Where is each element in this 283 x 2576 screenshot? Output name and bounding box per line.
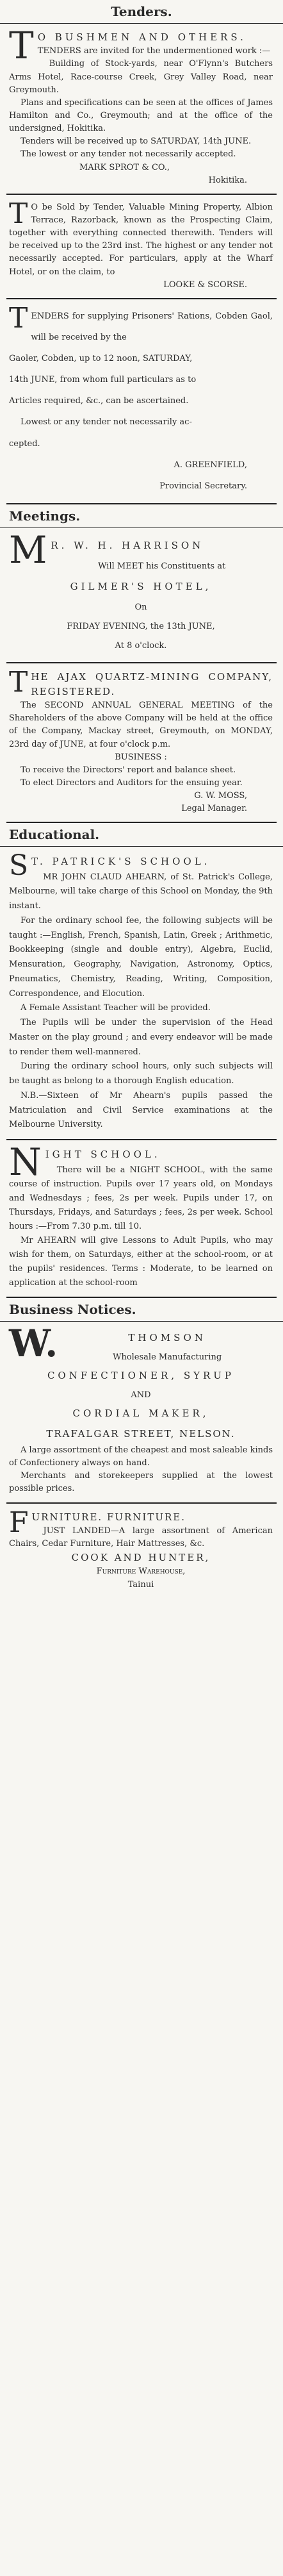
drop-cap: S (9, 849, 29, 883)
drop-cap: T (9, 301, 28, 335)
ad-signer: LOOKE & SCORSE. (163, 279, 247, 290)
ad-line: Tainui (127, 1579, 154, 1590)
ad-headline: THOMSON (128, 1332, 206, 1344)
ad-plans: Plans and specifications can be seen at the offices of James Hamilton and Co., Greymouth; and at the office of the undersigned, Hokitika. (9, 97, 273, 134)
ad-paragraph: There will be a NIGHT SCHOOL, with the same course of instruction. Pupils over 17 years old, on Mondays and Wednesdays ; fees, 2s per week. Pupils under 17, on Thursdays, Fridays, and Saturdays ; fees, 2s per week. School hours :—From 7.30 p.m. till 10. (9, 1165, 273, 1231)
drop-cap: T (9, 24, 34, 67)
ad-line: Articles required, &c., can be ascertained. (9, 396, 189, 406)
ad-paragraph: A large assortment of the cheapest and most saleable kinds of Confectionery always on hand. (9, 1445, 273, 1468)
drop-cap: M (9, 528, 47, 572)
tender-ad-bushmen (6, 24, 277, 195)
ad-body: O be Sold by Tender, Valuable Mining Property, Albion Terrace, Razorback, known as the Prospecting Claim, together with everything connected therewith. Tenders will be received up to the 23rd inst. The highest or any tender not necessarily accepted. For particulars, apply at the Wharf Hotel, or on the claim, to (9, 202, 273, 277)
business-ad-furniture (6, 1504, 277, 1598)
ad-paragraph: For the ordinary school fee, the following subjects will be taught :—English, French, Spanish, Latin, Greek ; Arithmetic, Bookkeeping (single and double entry), Algebra, Euclid, Mensuration, Geography, Navigation, Astronomy, Optics, Pneumatics, Chemistry, Reading, Writing, Composition, Correspondence, and Elocution. (9, 915, 273, 999)
tender-ad-prisoners-rations (6, 299, 277, 504)
ad-business-label: BUSINESS : (115, 752, 167, 762)
ad-line: Furniture Warehouse, (96, 1566, 186, 1577)
ad-line: FRIDAY EVENING, the 13th JUNE, (67, 621, 215, 631)
ad-body: The SECOND ANNUAL GENERAL MEETING of the Shareholders of the above Company will be held at the office of the Company, Mackay street, Greymouth, on MONDAY, 23rd day of JUNE, at four o'clock p.m. (9, 701, 273, 749)
ad-line: Will MEET his Constituents at (98, 561, 226, 571)
school-ad-night-school (6, 1140, 277, 1298)
meeting-ad-ajax (6, 663, 277, 824)
section-heading-tenders: Tenders. (0, 0, 283, 24)
ad-signer: COOK AND HUNTER, (71, 1552, 211, 1564)
ad-paragraph: MR JOHN CLAUD AHEARN, of St. Patrick's College, Melbourne, will take charge of this School on Monday, the 9th instant. (9, 872, 273, 911)
ad-paragraph: Mr AHEARN will give Lessons to Adult Pupils, who may wish for them, on Saturdays, either at the school-room, or at the pupils' residences. Terms : Moderate, to be learned on application at the school-room (9, 1236, 273, 1288)
ad-paragraph: The Pupils will be under the supervision of the Head Master on the play ground ; and every endeavor will be made to render them well-mannered. (9, 1018, 273, 1057)
ad-headline: T. PATRICK'S SCHOOL. (31, 856, 211, 868)
drop-cap: F (9, 1506, 29, 1539)
ad-line: 14th JUNE, from whom full particulars as to (9, 375, 197, 385)
ad-lowest: The lowest or any tender not necessarily accepted. (20, 149, 236, 160)
ad-headline: R. W. H. HARRISON (51, 540, 204, 552)
section-heading-meetings: Meetings. (0, 504, 283, 528)
ad-title: Legal Manager. (181, 804, 247, 814)
ad-signer: G. W. MOSS, (194, 791, 247, 801)
ad-line: On (134, 602, 147, 612)
ad-signer: A. GREENFIELD, (174, 460, 247, 470)
ad-paragraph: During the ordinary school hours, only such subjects will be taught as belong to a thorough English education. (9, 1061, 273, 1086)
meeting-ad-harrison (6, 528, 277, 663)
ad-paragraph: Merchants and storekeepers supplied at the lowest possible prices. (9, 1471, 273, 1494)
ad-line: AND (131, 1390, 151, 1400)
ad-headline: HE AJAX QUARTZ-MINING COMPANY, REGISTERED. (31, 670, 273, 697)
section-heading-educational: Educational. (0, 823, 283, 847)
ad-line: TRAFALGAR STREET, NELSON. (46, 1427, 236, 1440)
ad-line: CORDIAL MAKER, (72, 1408, 209, 1420)
ad-item: Building of Stock-yards, near O'Flynn's Butchers Arms Hotel, Race-course Creek, Grey Valley Road, near Greymouth. (9, 59, 273, 95)
ad-cepted: cepted. (9, 438, 40, 449)
ad-lowest: Lowest or any tender not necessarily ac- (20, 417, 192, 428)
ad-line: CONFECTIONER, SYRUP (47, 1370, 235, 1382)
ad-line: GILMER'S HOTEL, (70, 581, 212, 593)
ad-paragraph: A Female Assistant Teacher will be provided. (20, 1003, 211, 1013)
drop-cap: N (9, 1140, 42, 1184)
ad-title: Provincial Secretary. (159, 481, 247, 491)
drop-cap: W. (9, 1322, 58, 1366)
ad-received: Tenders will be received up to SATURDAY, 14th JUNE. (20, 137, 252, 147)
ad-line: Gaoler, Cobden, up to 12 noon, SATURDAY, (9, 354, 193, 364)
ad-headline: O BUSHMEN AND OTHERS. (37, 31, 247, 43)
ad-line: ENDERS for supplying Prisoners' Rations, Cobden Gaol, will be received by the (31, 311, 273, 342)
ad-line: Wholesale Manufacturing (113, 1352, 222, 1362)
section-heading-business-notices: Business Notices. (0, 1298, 283, 1322)
business-ad-thomson (6, 1322, 277, 1503)
ad-line: At 8 o'clock. (115, 640, 167, 651)
ad-headline: IGHT SCHOOL. (45, 1149, 161, 1161)
tender-ad-mining-property (6, 195, 277, 299)
drop-cap: T (9, 665, 28, 699)
ad-body: TENDERS are invited for the undermentioned work :— (37, 46, 271, 56)
ad-business-item: To elect Directors and Auditors for the ensuing year. (20, 777, 243, 788)
ad-paragraph: N.B.—Sixteen of Mr Ahearn's pupils passed the Matriculation and Civil Service examinations at the Melbourne University. (9, 1090, 273, 1130)
drop-cap: T (9, 197, 28, 230)
ad-paragraph: JUST LANDED—A large assortment of American Chairs, Cedar Furniture, Hair Mattresses, &c. (9, 1525, 273, 1549)
ad-place: Hokitika. (208, 175, 247, 185)
school-ad-st-patricks (6, 847, 277, 1140)
ad-business-item: To receive the Directors' report and balance sheet. (20, 765, 236, 775)
ad-headline: URNITURE. FURNITURE. (31, 1511, 186, 1523)
ad-signer: MARK SPROT & CO., (79, 162, 170, 172)
